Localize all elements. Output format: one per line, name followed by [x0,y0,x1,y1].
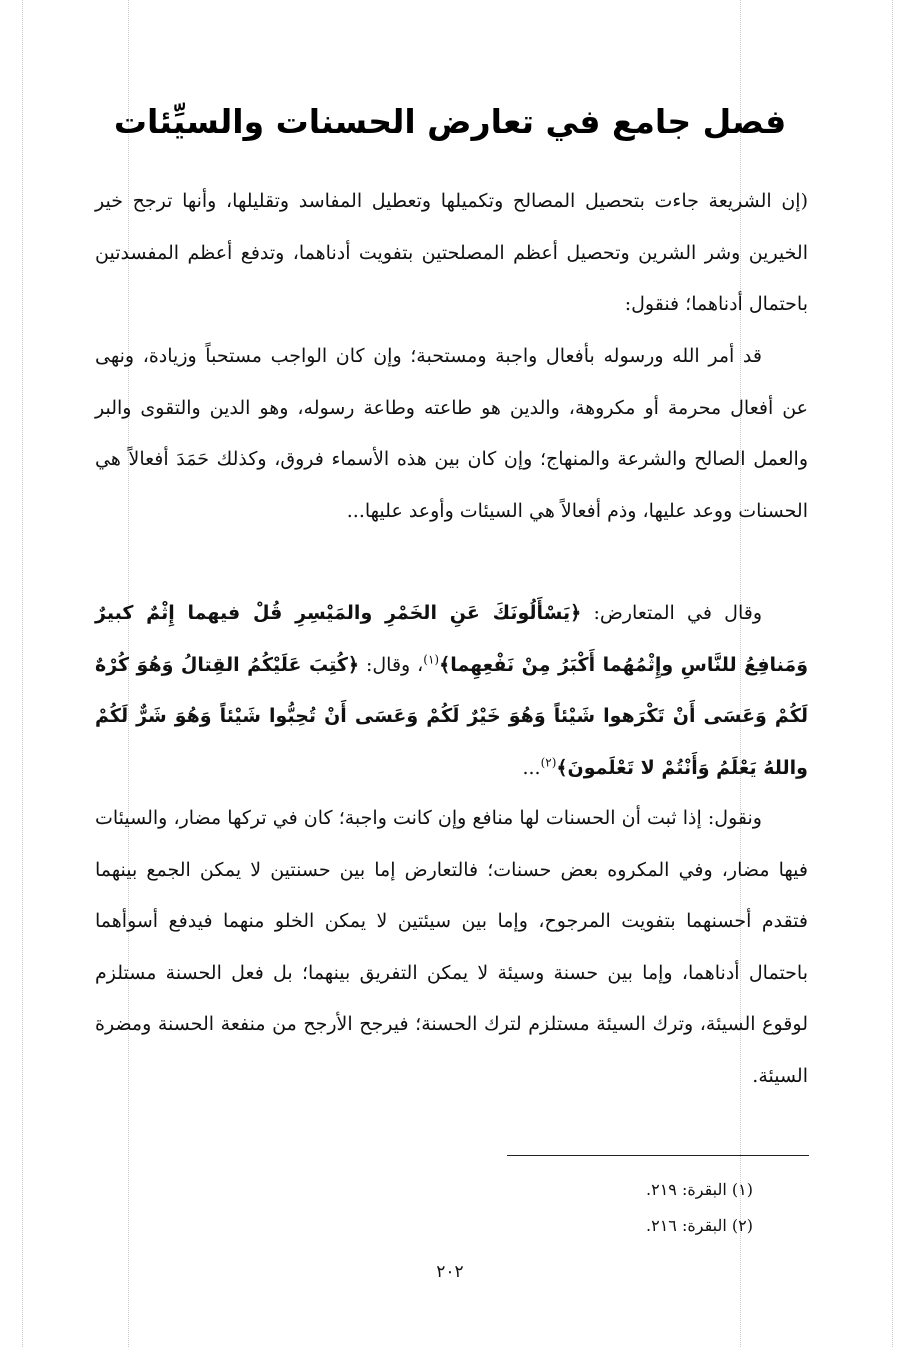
conflict-paragraph-block [95,793,808,1102]
commands-paragraph-block [95,331,808,537]
page-number: ٢٠٢ [436,1262,464,1282]
footnote-ref-1: (١) [423,652,440,667]
scan-edge-right [892,0,893,1347]
verse-intro: وقال في المتعارض: [581,602,762,624]
footnote-2: (٢) البقرة: ٢١٦. [646,1216,753,1235]
paragraph-intro: (إن الشريعة جاءت بتحصيل المصالح وتكميلها وتعطيل المفاسد وتقليلها، وأنها ترجح خير الخيرين وشر الشرين وتحصيل أعظم المصلحتين بتفويت أدناهما، وتدفع أعظم المفسدتين باحتمال أدناهما؛ فنقول: [95,190,808,315]
quran-verse-2: ﴿كُتِبَ عَلَيْكُمُ القِتالُ وَهُوَ كُرْهٌ لَكُمْ وَعَسَى أَنْ تَكْرَهوا شَيْئاً وَهُوَ خَيْرٌ لَكُمْ وَعَسَى أَنْ تُحِبُّوا شَيْئاً وَهُوَ شَرٌّ لَكُمْ واللهُ يَعْلَمُ وَأَنْتُمْ لا تَعْلَمونَ﴾ [95,653,808,779]
footnote-ref-2: (٢) [540,755,557,770]
verse-mid: ، وقال: [359,653,424,676]
footnotes [480,1172,808,1244]
scan-edge-left [22,0,23,1347]
intro-paragraph-block [95,176,808,331]
paragraph-verses [95,588,808,794]
paragraph-commands: قد أمر الله ورسوله بأفعال واجبة ومستحبة؛ وإن كان الواجب مستحباً وزيادة، ونهى عن أفعال محرمة أو مكروهة، والدين هو طاعته وطاعة رسوله، وهو الدين والتقوى والبر والعمل الصالح والشرعة والمنهاج؛ وإن كان بين هذه الأسماء فروق، وكذلك حَمَدَ أفعالاً هي الحسنات ووعد عليها، وذم أفعالاً هي السيئات وأوعد عليها... [95,345,808,522]
paragraph-conflict: ونقول: إذا ثبت أن الحسنات لها منافع وإن كانت واجبة؛ كان في تركها مضار، والسيئات فيها مضار، وفي المكروه بعض حسنات؛ فالتعارض إما بين حسنتين لا يمكن الجمع بينهما فتقدم أحسنهما بتفويت المرجوح، وإما بين سيئتين لا يمكن الخلو منهما فيدفع أسوأهما باحتمال أدناهما، وإما بين حسنة وسيئة لا يمكن التفريق بينهما؛ بل فعل الحسنة مستلزم لوقوع السيئة، وترك السيئة مستلزم لترك الحسنة؛ فيرجح الأرجح من منفعة الحسنة ومضرة السيئة. [95,807,808,1087]
footnote-divider [507,1155,809,1156]
verse-tail: ... [522,756,541,779]
footnote-1: (١) البقرة: ٢١٩. [646,1180,753,1199]
verse-paragraph-block [95,588,808,794]
chapter-title: فصل جامع في تعارض الحسنات والسيِّئات [113,102,787,141]
quran-verse-1: ﴿يَسْأَلُونَكَ عَنِ الخَمْرِ والمَيْسِرِ قُلْ فيهما إِثْمٌ كبيرٌ وَمَنافِعُ للنَّاسِ وإِثْمُهُما أَكْبَرُ مِنْ نَفْعِهِما﴾ [95,602,808,676]
